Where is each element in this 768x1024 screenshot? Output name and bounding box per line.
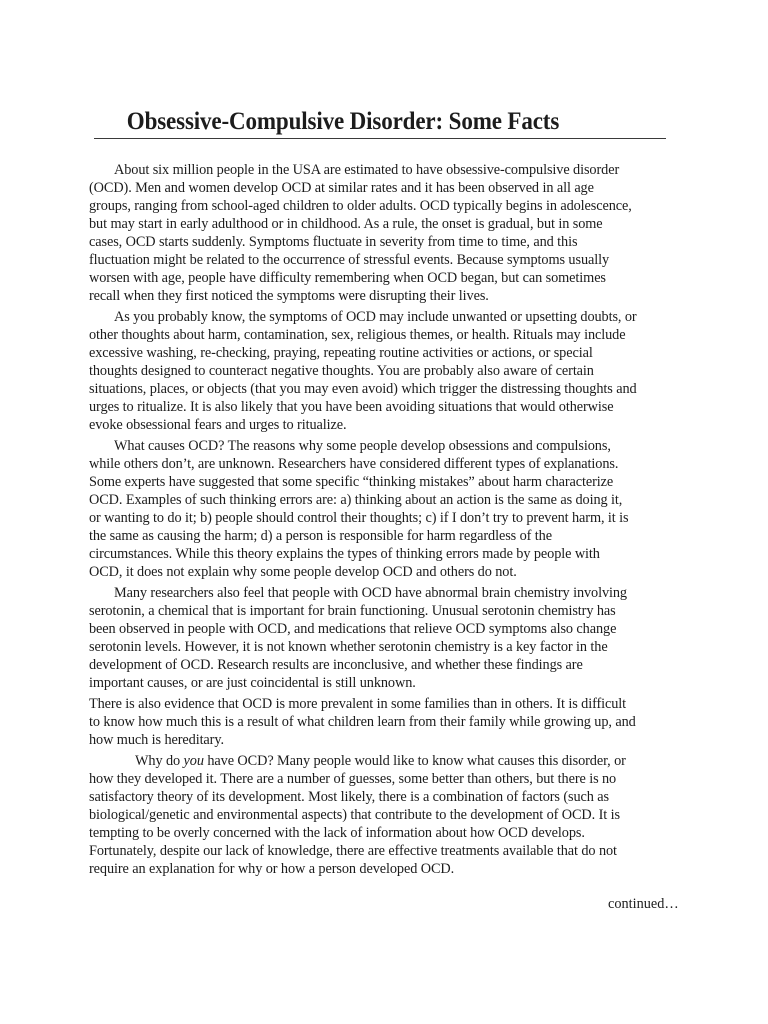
text-line: important causes, or are just coincidental is still unknown. (89, 675, 416, 691)
text-line: biological/genetic and environmental aspects) that contribute to the development of OCD. It is (89, 807, 620, 823)
text-line: been observed in people with OCD, and medications that relieve OCD symptoms also change (89, 621, 617, 637)
text-line: groups, ranging from school-aged children to older adults. OCD typically begins in adolescence, (89, 198, 632, 214)
text-line: satisfactory theory of its development. Most likely, there is a combination of factors (such as (89, 789, 610, 805)
text-line: serotonin, a chemical that is important for brain functioning. Unusual serotonin chemistry has (89, 603, 616, 619)
text-line: tempting to be overly concerned with the lack of information about how OCD develops. (89, 825, 585, 841)
text-line (135, 753, 626, 770)
continued-note: continued… (608, 896, 679, 912)
text-line: (OCD). Men and women develop OCD at similar rates and it has been observed in all age (89, 180, 594, 196)
text-line: As you probably know, the symptoms of OCD may include unwanted or upsetting doubts, or (114, 309, 637, 325)
text-line: circumstances. While this theory explains the types of thinking errors made by people with (89, 546, 600, 562)
text-line: About six million people in the USA are estimated to have obsessive-compulsive disorder (114, 162, 620, 178)
text-line: What causes OCD? The reasons why some people develop obsessions and compulsions, (114, 438, 611, 454)
text-line: or wanting to do it; b) people should control their thoughts; c) if I don’t try to prevent harm, it is (89, 510, 629, 526)
text-line: OCD, it does not explain why some people develop OCD and others do not. (89, 564, 517, 580)
text-line: require an explanation for why or how a person developed OCD. (89, 861, 455, 877)
text-line: Some experts have suggested that some specific “thinking mistakes” about harm characterize (89, 474, 614, 490)
text-line: how much is hereditary. (89, 732, 224, 748)
text-line: evoke obsessional fears and urges to ritualize. (89, 417, 347, 433)
text-line: the same as causing the harm; d) a person is responsible for harm regardless of the (89, 528, 552, 544)
text-line: Many researchers also feel that people with OCD have abnormal brain chemistry involving (114, 585, 627, 601)
text-line: OCD. Examples of such thinking errors are: a) thinking about an action is the same as doing it, (89, 492, 623, 508)
text-line: There is also evidence that OCD is more prevalent in some families than in others. It is difficult (89, 696, 627, 712)
text-line: to know how much this is a result of what children learn from their family while growing up, and (89, 714, 636, 730)
text-line: development of OCD. Research results are inconclusive, and whether these findings are (89, 657, 583, 673)
text-line: cases, OCD starts suddenly. Symptoms fluctuate in severity from time to time, and this (89, 234, 578, 250)
text-line: situations, places, or objects (that you may even avoid) which trigger the distressing thoughts and (89, 381, 637, 397)
text-line: excessive washing, re-checking, praying, repeating routine activities or actions, or special (89, 345, 593, 361)
text-line: recall when they first noticed the symptoms were disrupting their lives. (89, 288, 489, 304)
text-run: have OCD? Many people would like to know what causes this disorder, or (203, 753, 626, 769)
text-line: Fortunately, despite our lack of knowledge, there are effective treatments available that do not (89, 843, 617, 859)
text-line: but may start in early adulthood or in childhood. As a rule, the onset is gradual, but in some (89, 216, 603, 232)
text-line: other thoughts about harm, contamination, sex, religious themes, or health. Rituals may include (89, 327, 626, 343)
text-line: thoughts designed to counteract negative thoughts. You are probably also aware of certain (89, 363, 594, 379)
text-line: while others don’t, are unknown. Researchers have considered different types of explanations. (89, 456, 619, 472)
page-title: Obsessive-Compulsive Disorder: Some Facts (126, 106, 560, 135)
text-line: worsen with age, people have difficulty remembering when OCD began, but can sometimes (89, 270, 606, 286)
emphasis-you: you (183, 753, 204, 769)
text-run: Why do (135, 753, 184, 769)
text-line: serotonin levels. However, it is not known whether serotonin chemistry is a key factor in the (89, 639, 608, 655)
text-line: how they developed it. There are a number of guesses, some better than others, but there is no (89, 771, 617, 787)
text-line: urges to ritualize. It is also likely that you have been avoiding situations that would otherwise (89, 399, 614, 415)
text-line: fluctuation might be related to the occurrence of stressful events. Because symptoms usually (89, 252, 610, 268)
